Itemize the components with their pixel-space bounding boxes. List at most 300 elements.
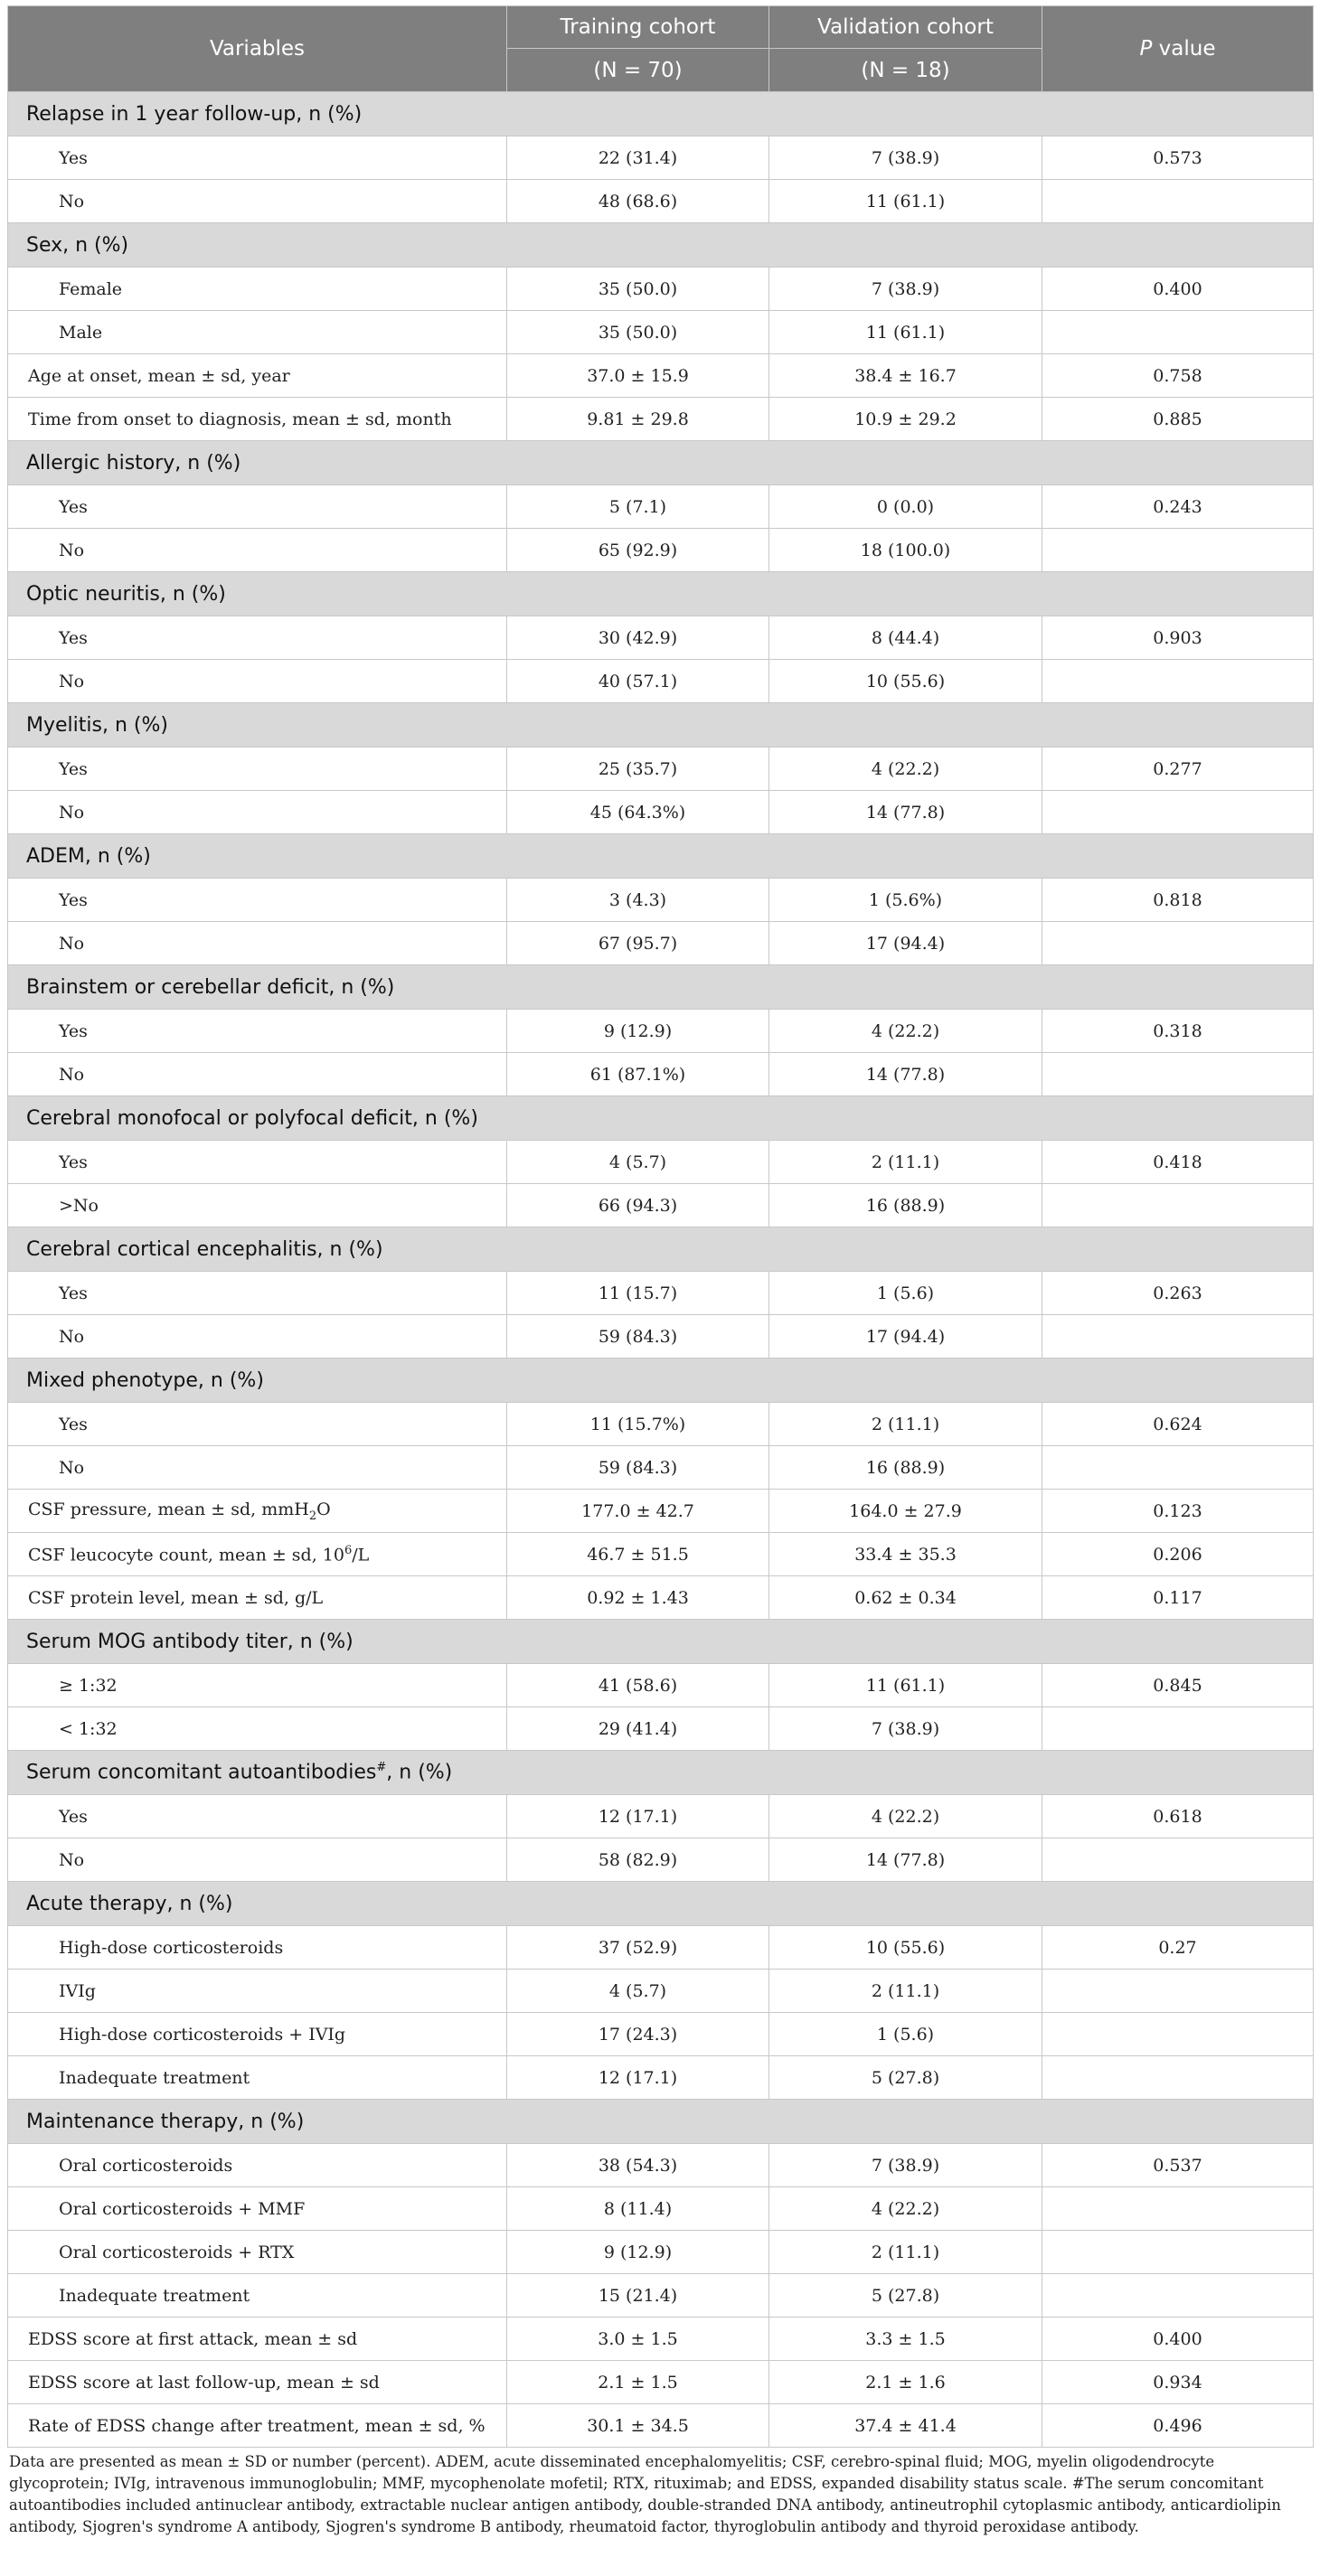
data-row bbox=[8, 398, 1314, 441]
row-label bbox=[8, 1141, 507, 1184]
p-value bbox=[1042, 1446, 1314, 1490]
data-row bbox=[8, 791, 1314, 834]
row-label bbox=[8, 1446, 507, 1490]
validation-value: 2 (11.1) bbox=[769, 1970, 1042, 2013]
row-label-text: Yes bbox=[59, 627, 88, 648]
label-subscript: 2 bbox=[308, 1509, 317, 1523]
row-label-text: IVIg bbox=[59, 1980, 96, 2001]
row-label bbox=[8, 1795, 507, 1838]
row-label bbox=[8, 529, 507, 572]
training-value: 22 (31.4) bbox=[507, 136, 769, 180]
row-label bbox=[8, 1707, 507, 1751]
row-label bbox=[8, 1664, 507, 1707]
p-value: 0.117 bbox=[1042, 1576, 1314, 1620]
section-label bbox=[8, 572, 1314, 616]
data-row bbox=[8, 1664, 1314, 1707]
row-label-text: EDSS score at last follow-up, mean ± sd bbox=[28, 2372, 380, 2393]
section-label bbox=[8, 1882, 1314, 1926]
p-value: 0.618 bbox=[1042, 1795, 1314, 1838]
training-value: 41 (58.6) bbox=[507, 1664, 769, 1707]
row-label-text: Brainstem or cerebellar deficit, n (%) bbox=[26, 975, 395, 999]
section-row bbox=[8, 1227, 1314, 1272]
table-footnote: Data are presented as mean ± SD or number (percent). ADEM, acute disseminated encephalomyelitis; CSF, cerebro-spinal fluid; MOG, myelin oligodendrocyte glycoprotein; IVIg, intravenous immunoglobulin; MMF, mycophenolate mofetil; RTX, rituximab; and EDSS, expanded disability status scale. #The serum concomitant autoantibodies included antinuclear antibody, extractable nuclear antigen antibody, double-stranded DNA antibody, antineutrophil cytoplasmic antibody, anticardiolipin antibody, Sjogren's syndrome A antibody, Sjogren's syndrome B antibody, rheumatoid factor, thyroglobulin antibody and thyroid peroxidase antibody. bbox=[9, 2453, 1281, 2535]
training-value: 40 (57.1) bbox=[507, 660, 769, 703]
p-value: 0.934 bbox=[1042, 2361, 1314, 2404]
row-label-text: CSF leucocyte count, mean ± sd, 10 bbox=[28, 1545, 344, 1565]
row-label-text: Allergic history, n (%) bbox=[26, 451, 241, 475]
row-label bbox=[8, 485, 507, 529]
validation-value: 10 (55.6) bbox=[769, 1926, 1042, 1970]
row-label-text: Cerebral cortical encephalitis, n (%) bbox=[26, 1237, 383, 1261]
data-row bbox=[8, 1010, 1314, 1053]
p-value bbox=[1042, 180, 1314, 223]
data-row bbox=[8, 2187, 1314, 2231]
validation-value: 33.4 ± 35.3 bbox=[769, 1533, 1042, 1576]
row-label-text: High-dose corticosteroids bbox=[59, 1937, 284, 1958]
p-value: 0.277 bbox=[1042, 747, 1314, 791]
row-label-text: Acute therapy, n (%) bbox=[26, 1892, 233, 1915]
validation-value: 3.3 ± 1.5 bbox=[769, 2317, 1042, 2361]
training-value: 4 (5.7) bbox=[507, 1970, 769, 2013]
label-suffix: O bbox=[316, 1499, 331, 1519]
section-label bbox=[8, 92, 1314, 136]
data-row bbox=[8, 311, 1314, 354]
data-row bbox=[8, 1053, 1314, 1096]
row-label bbox=[8, 2144, 507, 2187]
p-value bbox=[1042, 1707, 1314, 1751]
section-row bbox=[8, 703, 1314, 747]
training-value: 45 (64.3%) bbox=[507, 791, 769, 834]
p-value bbox=[1042, 1053, 1314, 1096]
row-label bbox=[8, 2317, 507, 2361]
label-superscript: 6 bbox=[344, 1543, 353, 1557]
data-row bbox=[8, 1446, 1314, 1490]
validation-value: 16 (88.9) bbox=[769, 1184, 1042, 1227]
data-row bbox=[8, 2361, 1314, 2404]
row-label bbox=[8, 1970, 507, 2013]
section-row bbox=[8, 1751, 1314, 1795]
data-row bbox=[8, 922, 1314, 965]
table-header bbox=[8, 6, 1314, 92]
data-row bbox=[8, 1576, 1314, 1620]
header-variables: Variables bbox=[8, 6, 507, 92]
training-value: 37 (52.9) bbox=[507, 1926, 769, 1970]
training-value: 48 (68.6) bbox=[507, 180, 769, 223]
label-superscript: # bbox=[376, 1761, 387, 1775]
row-label-text: Male bbox=[59, 322, 103, 343]
training-value: 65 (92.9) bbox=[507, 529, 769, 572]
p-value: 0.418 bbox=[1042, 1141, 1314, 1184]
validation-value: 2 (11.1) bbox=[769, 2231, 1042, 2274]
section-row bbox=[8, 223, 1314, 268]
row-label-text: Cerebral monofocal or polyfocal deficit, n (%) bbox=[26, 1106, 478, 1130]
training-value: 15 (21.4) bbox=[507, 2274, 769, 2317]
row-label-text: Yes bbox=[59, 758, 88, 779]
row-label-text: Relapse in 1 year follow-up, n (%) bbox=[26, 102, 363, 126]
row-label bbox=[8, 879, 507, 922]
training-value: 67 (95.7) bbox=[507, 922, 769, 965]
row-label bbox=[8, 1315, 507, 1359]
row-label bbox=[8, 354, 507, 398]
p-value: 0.818 bbox=[1042, 879, 1314, 922]
training-value: 11 (15.7) bbox=[507, 1272, 769, 1315]
section-label bbox=[8, 703, 1314, 747]
row-label-text: >No bbox=[59, 1195, 99, 1216]
row-label-text: Yes bbox=[59, 1806, 88, 1827]
data-row bbox=[8, 1970, 1314, 2013]
training-value: 25 (35.7) bbox=[507, 747, 769, 791]
training-value: 11 (15.7%) bbox=[507, 1403, 769, 1446]
training-value: 9.81 ± 29.8 bbox=[507, 398, 769, 441]
section-row bbox=[8, 1096, 1314, 1141]
validation-value: 4 (22.2) bbox=[769, 747, 1042, 791]
row-label-text: Female bbox=[59, 278, 123, 299]
section-label bbox=[8, 834, 1314, 879]
validation-value: 7 (38.9) bbox=[769, 2144, 1042, 2187]
training-value: 2.1 ± 1.5 bbox=[507, 2361, 769, 2404]
section-row bbox=[8, 92, 1314, 136]
validation-value: 10 (55.6) bbox=[769, 660, 1042, 703]
validation-value: 4 (22.2) bbox=[769, 2187, 1042, 2231]
row-label-text: Oral corticosteroids bbox=[59, 2155, 233, 2176]
validation-value: 4 (22.2) bbox=[769, 1795, 1042, 1838]
row-label bbox=[8, 2013, 507, 2056]
section-label bbox=[8, 1620, 1314, 1664]
section-label bbox=[8, 2100, 1314, 2144]
row-label-text: Oral corticosteroids + MMF bbox=[59, 2198, 306, 2219]
section-label bbox=[8, 1227, 1314, 1272]
training-value: 46.7 ± 51.5 bbox=[507, 1533, 769, 1576]
training-value: 37.0 ± 15.9 bbox=[507, 354, 769, 398]
row-label-text: No bbox=[59, 1457, 85, 1478]
row-label-text: CSF protein level, mean ± sd, g/L bbox=[28, 1587, 324, 1608]
training-value: 30.1 ± 34.5 bbox=[507, 2404, 769, 2448]
p-value: 0.885 bbox=[1042, 398, 1314, 441]
data-row bbox=[8, 1141, 1314, 1184]
row-label bbox=[8, 2404, 507, 2448]
validation-value: 11 (61.1) bbox=[769, 180, 1042, 223]
section-row bbox=[8, 1359, 1314, 1403]
data-row bbox=[8, 1533, 1314, 1576]
data-row bbox=[8, 2231, 1314, 2274]
p-value bbox=[1042, 1838, 1314, 1882]
header-validation-cohort: Validation cohort bbox=[769, 6, 1042, 49]
training-value: 9 (12.9) bbox=[507, 1010, 769, 1053]
p-value: 0.624 bbox=[1042, 1403, 1314, 1446]
row-label-text: Maintenance therapy, n (%) bbox=[26, 2110, 305, 2133]
training-value: 35 (50.0) bbox=[507, 311, 769, 354]
validation-value: 11 (61.1) bbox=[769, 1664, 1042, 1707]
row-label-text: Age at onset, mean ± sd, year bbox=[28, 365, 290, 386]
row-label-text: Yes bbox=[59, 1283, 88, 1303]
training-value: 61 (87.1%) bbox=[507, 1053, 769, 1096]
data-row bbox=[8, 2274, 1314, 2317]
validation-value: 10.9 ± 29.2 bbox=[769, 398, 1042, 441]
training-value: 8 (11.4) bbox=[507, 2187, 769, 2231]
validation-value: 17 (94.4) bbox=[769, 1315, 1042, 1359]
row-label-text: No bbox=[59, 540, 85, 560]
cohort-characteristics-table bbox=[7, 5, 1314, 2448]
row-label-text: Rate of EDSS change after treatment, mean ± sd, % bbox=[28, 2415, 486, 2436]
row-label-text: Yes bbox=[59, 147, 88, 168]
p-value: 0.400 bbox=[1042, 268, 1314, 311]
row-label bbox=[8, 2187, 507, 2231]
row-label-text: CSF pressure, mean ± sd, mmH bbox=[28, 1499, 309, 1519]
validation-value: 5 (27.8) bbox=[769, 2274, 1042, 2317]
training-value: 3.0 ± 1.5 bbox=[507, 2317, 769, 2361]
training-value: 4 (5.7) bbox=[507, 1141, 769, 1184]
validation-value: 2.1 ± 1.6 bbox=[769, 2361, 1042, 2404]
row-label-text: No bbox=[59, 191, 85, 212]
validation-value: 18 (100.0) bbox=[769, 529, 1042, 572]
section-label bbox=[8, 1359, 1314, 1403]
training-value: 58 (82.9) bbox=[507, 1838, 769, 1882]
p-value: 0.206 bbox=[1042, 1533, 1314, 1576]
row-label bbox=[8, 1533, 507, 1576]
header-training-n: (N = 70) bbox=[507, 49, 769, 92]
data-row bbox=[8, 136, 1314, 180]
section-row bbox=[8, 441, 1314, 485]
data-row bbox=[8, 2056, 1314, 2100]
row-label-text: < 1:32 bbox=[59, 1718, 118, 1739]
training-value: 38 (54.3) bbox=[507, 2144, 769, 2187]
training-value: 3 (4.3) bbox=[507, 879, 769, 922]
data-row bbox=[8, 485, 1314, 529]
row-label bbox=[8, 268, 507, 311]
row-label-text: No bbox=[59, 802, 85, 823]
row-label bbox=[8, 2274, 507, 2317]
training-value: 30 (42.9) bbox=[507, 616, 769, 660]
validation-value: 8 (44.4) bbox=[769, 616, 1042, 660]
row-label-text: Inadequate treatment bbox=[59, 2067, 250, 2088]
p-value: 0.845 bbox=[1042, 1664, 1314, 1707]
p-value: 0.573 bbox=[1042, 136, 1314, 180]
row-label-text: No bbox=[59, 671, 85, 691]
header-p-value bbox=[1042, 6, 1314, 92]
training-value: 5 (7.1) bbox=[507, 485, 769, 529]
training-value: 12 (17.1) bbox=[507, 2056, 769, 2100]
data-row bbox=[8, 529, 1314, 572]
validation-value: 14 (77.8) bbox=[769, 1053, 1042, 1096]
p-value: 0.903 bbox=[1042, 616, 1314, 660]
p-value bbox=[1042, 2187, 1314, 2231]
training-value: 29 (41.4) bbox=[507, 1707, 769, 1751]
row-label-text: Serum MOG antibody titer, n (%) bbox=[26, 1630, 354, 1653]
table-body bbox=[8, 92, 1314, 2448]
validation-value: 0.62 ± 0.34 bbox=[769, 1576, 1042, 1620]
p-value: 0.27 bbox=[1042, 1926, 1314, 1970]
section-label bbox=[8, 965, 1314, 1010]
training-value: 0.92 ± 1.43 bbox=[507, 1576, 769, 1620]
row-label-text: EDSS score at first attack, mean ± sd bbox=[28, 2328, 358, 2349]
p-value: 0.537 bbox=[1042, 2144, 1314, 2187]
validation-value: 37.4 ± 41.4 bbox=[769, 2404, 1042, 2448]
p-value bbox=[1042, 2013, 1314, 2056]
row-label bbox=[8, 1490, 507, 1533]
validation-value: 4 (22.2) bbox=[769, 1010, 1042, 1053]
data-row bbox=[8, 1707, 1314, 1751]
data-row bbox=[8, 1490, 1314, 1533]
row-label bbox=[8, 1576, 507, 1620]
validation-value: 2 (11.1) bbox=[769, 1403, 1042, 1446]
section-row bbox=[8, 1620, 1314, 1664]
row-label bbox=[8, 2056, 507, 2100]
p-value: 0.318 bbox=[1042, 1010, 1314, 1053]
data-row bbox=[8, 1184, 1314, 1227]
p-value: 0.263 bbox=[1042, 1272, 1314, 1315]
section-row bbox=[8, 965, 1314, 1010]
section-row bbox=[8, 1882, 1314, 1926]
validation-value: 38.4 ± 16.7 bbox=[769, 354, 1042, 398]
row-label bbox=[8, 616, 507, 660]
data-row bbox=[8, 747, 1314, 791]
validation-value: 2 (11.1) bbox=[769, 1141, 1042, 1184]
p-value bbox=[1042, 2231, 1314, 2274]
row-label bbox=[8, 311, 507, 354]
label-suffix: , n (%) bbox=[386, 1761, 453, 1784]
training-value: 59 (84.3) bbox=[507, 1446, 769, 1490]
p-value: 0.400 bbox=[1042, 2317, 1314, 2361]
p-value bbox=[1042, 1184, 1314, 1227]
data-row bbox=[8, 2013, 1314, 2056]
header-validation-n: (N = 18) bbox=[769, 49, 1042, 92]
header-p-rest: value bbox=[1152, 37, 1216, 61]
validation-value: 17 (94.4) bbox=[769, 922, 1042, 965]
row-label bbox=[8, 1010, 507, 1053]
validation-value: 7 (38.9) bbox=[769, 268, 1042, 311]
row-label-text: No bbox=[59, 1849, 85, 1870]
row-label bbox=[8, 747, 507, 791]
training-value: 9 (12.9) bbox=[507, 2231, 769, 2274]
validation-value: 11 (61.1) bbox=[769, 311, 1042, 354]
row-label bbox=[8, 791, 507, 834]
section-label bbox=[8, 441, 1314, 485]
training-value: 35 (50.0) bbox=[507, 268, 769, 311]
row-label bbox=[8, 2361, 507, 2404]
validation-value: 16 (88.9) bbox=[769, 1446, 1042, 1490]
p-value: 0.758 bbox=[1042, 354, 1314, 398]
row-label-text: Optic neuritis, n (%) bbox=[26, 582, 226, 606]
validation-value: 7 (38.9) bbox=[769, 1707, 1042, 1751]
row-label bbox=[8, 2231, 507, 2274]
p-value bbox=[1042, 791, 1314, 834]
training-value: 59 (84.3) bbox=[507, 1315, 769, 1359]
row-label-text: High-dose corticosteroids + IVIg bbox=[59, 2024, 346, 2045]
table-container bbox=[7, 5, 1313, 2538]
data-row bbox=[8, 1272, 1314, 1315]
training-value: 177.0 ± 42.7 bbox=[507, 1490, 769, 1533]
row-label-text: Sex, n (%) bbox=[26, 233, 129, 257]
row-label bbox=[8, 1184, 507, 1227]
row-label-text: ≥ 1:32 bbox=[59, 1675, 118, 1696]
data-row bbox=[8, 1795, 1314, 1838]
header-p-italic: P bbox=[1139, 37, 1153, 61]
row-label bbox=[8, 398, 507, 441]
validation-value: 14 (77.8) bbox=[769, 791, 1042, 834]
p-value bbox=[1042, 2274, 1314, 2317]
section-label bbox=[8, 1751, 1314, 1795]
row-label-text: Yes bbox=[59, 1020, 88, 1041]
row-label bbox=[8, 922, 507, 965]
training-value: 17 (24.3) bbox=[507, 2013, 769, 2056]
header-training-cohort: Training cohort bbox=[507, 6, 769, 49]
data-row bbox=[8, 2317, 1314, 2361]
training-value: 66 (94.3) bbox=[507, 1184, 769, 1227]
label-suffix: /L bbox=[352, 1545, 370, 1565]
data-row bbox=[8, 616, 1314, 660]
validation-value: 1 (5.6) bbox=[769, 2013, 1042, 2056]
data-row bbox=[8, 180, 1314, 223]
data-row bbox=[8, 2144, 1314, 2187]
row-label bbox=[8, 1838, 507, 1882]
validation-value: 5 (27.8) bbox=[769, 2056, 1042, 2100]
row-label-text: Serum concomitant autoantibodies bbox=[26, 1761, 377, 1784]
data-row bbox=[8, 354, 1314, 398]
p-value: 0.496 bbox=[1042, 2404, 1314, 2448]
row-label-text: No bbox=[59, 1064, 85, 1085]
row-label-text: ADEM, n (%) bbox=[26, 844, 151, 868]
validation-value: 1 (5.6%) bbox=[769, 879, 1042, 922]
row-label-text: Yes bbox=[59, 496, 88, 517]
data-row bbox=[8, 2404, 1314, 2448]
training-value: 12 (17.1) bbox=[507, 1795, 769, 1838]
row-label bbox=[8, 1272, 507, 1315]
section-label bbox=[8, 223, 1314, 268]
validation-value: 7 (38.9) bbox=[769, 136, 1042, 180]
row-label-text: Oral corticosteroids + RTX bbox=[59, 2242, 295, 2262]
data-row bbox=[8, 879, 1314, 922]
section-row bbox=[8, 2100, 1314, 2144]
row-label-text: No bbox=[59, 933, 85, 954]
validation-value: 164.0 ± 27.9 bbox=[769, 1490, 1042, 1533]
row-label bbox=[8, 1403, 507, 1446]
p-value bbox=[1042, 1315, 1314, 1359]
row-label bbox=[8, 1053, 507, 1096]
row-label-text: Yes bbox=[59, 1152, 88, 1172]
p-value bbox=[1042, 2056, 1314, 2100]
section-label bbox=[8, 1096, 1314, 1141]
validation-value: 0 (0.0) bbox=[769, 485, 1042, 529]
row-label-text: Yes bbox=[59, 889, 88, 910]
row-label-text: Yes bbox=[59, 1414, 88, 1434]
row-label bbox=[8, 1926, 507, 1970]
p-value bbox=[1042, 529, 1314, 572]
section-row bbox=[8, 834, 1314, 879]
validation-value: 1 (5.6) bbox=[769, 1272, 1042, 1315]
p-value bbox=[1042, 311, 1314, 354]
row-label-text: Myelitis, n (%) bbox=[26, 713, 168, 737]
row-label bbox=[8, 136, 507, 180]
data-row bbox=[8, 1403, 1314, 1446]
data-row bbox=[8, 1926, 1314, 1970]
validation-value: 14 (77.8) bbox=[769, 1838, 1042, 1882]
row-label bbox=[8, 660, 507, 703]
p-value bbox=[1042, 922, 1314, 965]
data-row bbox=[8, 1838, 1314, 1882]
p-value bbox=[1042, 1970, 1314, 2013]
row-label-text: No bbox=[59, 1326, 85, 1347]
data-row bbox=[8, 1315, 1314, 1359]
p-value bbox=[1042, 660, 1314, 703]
row-label-text: Inadequate treatment bbox=[59, 2285, 250, 2306]
data-row bbox=[8, 660, 1314, 703]
section-row bbox=[8, 572, 1314, 616]
p-value: 0.243 bbox=[1042, 485, 1314, 529]
row-label bbox=[8, 180, 507, 223]
row-label-text: Mixed phenotype, n (%) bbox=[26, 1368, 264, 1392]
row-label-text: Time from onset to diagnosis, mean ± sd, month bbox=[28, 409, 452, 429]
p-value: 0.123 bbox=[1042, 1490, 1314, 1533]
